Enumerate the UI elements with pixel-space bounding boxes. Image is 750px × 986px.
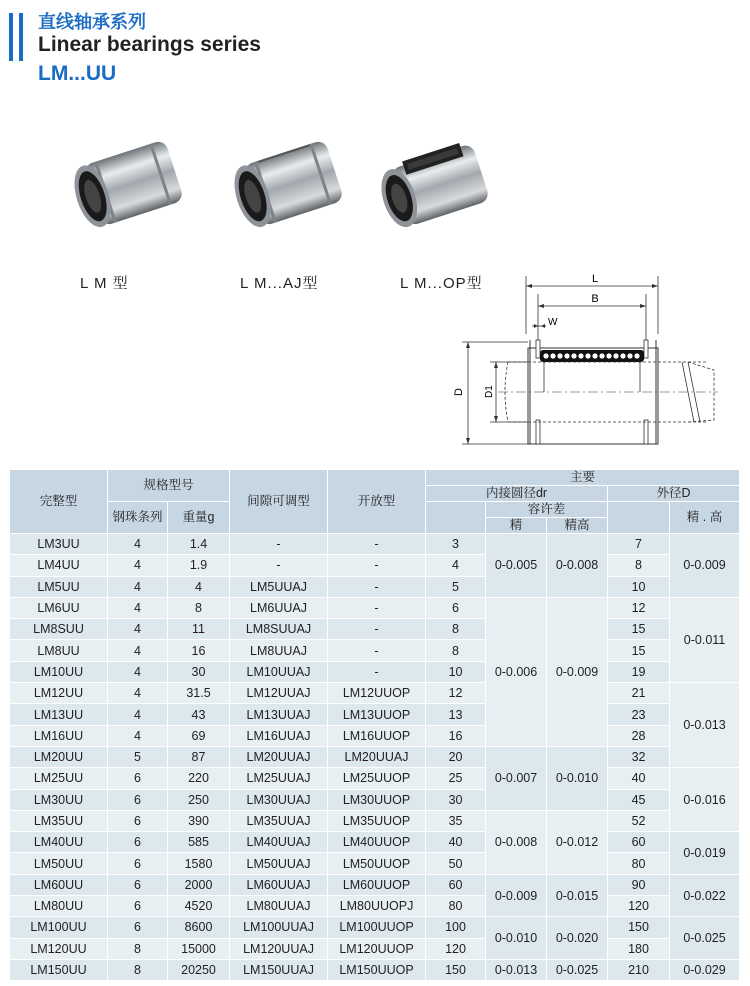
col-precise: 精 xyxy=(486,518,547,534)
page-subtitle: LM...UU xyxy=(38,62,117,85)
cell-adjustable: - xyxy=(230,555,328,576)
col-weight: 重量g xyxy=(168,502,230,534)
cell-outer-dia: 19 xyxy=(608,661,670,682)
cell-inner-dia: 16 xyxy=(426,725,486,746)
cell-open: LM60UUOP xyxy=(328,874,426,895)
spec-table-body xyxy=(10,534,740,981)
cell-weight: 20250 xyxy=(168,959,230,980)
cell-ball-rows: 6 xyxy=(108,768,168,789)
product-caption-lm-aj: L M...AJ型 xyxy=(240,275,319,292)
cell-outer-dia: 10 xyxy=(608,576,670,597)
cell-open: - xyxy=(328,597,426,618)
diagram-label-l: L xyxy=(591,273,599,285)
cell-open: LM13UUOP xyxy=(328,704,426,725)
cell-outer-dia: 28 xyxy=(608,725,670,746)
cell-inner-dia: 8 xyxy=(426,619,486,640)
cell-inner-dia: 5 xyxy=(426,576,486,597)
table-row xyxy=(10,768,740,789)
col-high: 精高 xyxy=(547,518,608,534)
cell-outer-tol: 0-0.013 xyxy=(670,683,740,768)
col-main: 主要 xyxy=(426,470,740,486)
cell-ball-rows: 4 xyxy=(108,597,168,618)
cell-inner-dia: 100 xyxy=(426,917,486,938)
cell-ball-rows: 6 xyxy=(108,810,168,831)
cell-full-model: LM35UU xyxy=(10,810,108,831)
cell-ball-rows: 4 xyxy=(108,534,168,555)
cell-weight: 43 xyxy=(168,704,230,725)
cell-ball-rows: 4 xyxy=(108,704,168,725)
cell-weight: 585 xyxy=(168,832,230,853)
cell-adjustable: LM5UUAJ xyxy=(230,576,328,597)
cell-weight: 31.5 xyxy=(168,683,230,704)
cell-inner-dia: 50 xyxy=(426,853,486,874)
table-row xyxy=(10,874,740,895)
cell-full-model: LM50UU xyxy=(10,853,108,874)
cell-outer-dia: 150 xyxy=(608,917,670,938)
header-accent-bar xyxy=(19,13,23,61)
cell-outer-tol: 0-0.011 xyxy=(670,597,740,682)
col-open: 开放型 xyxy=(328,470,426,534)
cell-adjustable: - xyxy=(230,534,328,555)
cell-ball-rows: 4 xyxy=(108,725,168,746)
diagram-label-d1: D1 xyxy=(484,385,495,398)
table-row xyxy=(10,725,740,746)
bearing-dimension-diagram xyxy=(448,270,728,448)
cell-inner-tol-high: 0-0.009 xyxy=(547,597,608,746)
table-row xyxy=(10,853,740,874)
cell-adjustable: LM20UUAJ xyxy=(230,746,328,767)
cell-weight: 390 xyxy=(168,810,230,831)
cell-inner-tol-precise: 0-0.008 xyxy=(486,810,547,874)
cell-ball-rows: 4 xyxy=(108,555,168,576)
cell-open: - xyxy=(328,534,426,555)
cell-outer-dia: 23 xyxy=(608,704,670,725)
cell-weight: 250 xyxy=(168,789,230,810)
cell-weight: 1580 xyxy=(168,853,230,874)
col-tolerance: 容许差 xyxy=(486,502,608,518)
cell-open: - xyxy=(328,619,426,640)
table-row xyxy=(10,683,740,704)
table-row xyxy=(10,576,740,597)
cell-adjustable: LM60UUAJ xyxy=(230,874,328,895)
diagram-label-w: W xyxy=(548,317,558,328)
cell-weight: 69 xyxy=(168,725,230,746)
cell-outer-dia: 12 xyxy=(608,597,670,618)
cell-inner-tol-high: 0-0.015 xyxy=(547,874,608,917)
cell-adjustable: LM50UUAJ xyxy=(230,853,328,874)
cell-weight: 30 xyxy=(168,661,230,682)
cell-outer-dia: 7 xyxy=(608,534,670,555)
cell-full-model: LM16UU xyxy=(10,725,108,746)
cell-inner-dia: 13 xyxy=(426,704,486,725)
cell-inner-dia: 35 xyxy=(426,810,486,831)
table-row xyxy=(10,704,740,725)
cell-full-model: LM10UU xyxy=(10,661,108,682)
cell-full-model: LM30UU xyxy=(10,789,108,810)
table-row xyxy=(10,789,740,810)
cell-inner-tol-precise: 0-0.007 xyxy=(486,746,547,810)
cell-ball-rows: 6 xyxy=(108,789,168,810)
cell-open: LM100UUOP xyxy=(328,917,426,938)
cell-full-model: LM12UU xyxy=(10,683,108,704)
cell-outer-dia: 8 xyxy=(608,555,670,576)
cell-ball-rows: 4 xyxy=(108,683,168,704)
cell-inner-tol-precise: 0-0.005 xyxy=(486,534,547,598)
cell-adjustable: LM8SUUAJ xyxy=(230,619,328,640)
col-spec-model: 规格型号 xyxy=(108,470,230,502)
cell-weight: 2000 xyxy=(168,874,230,895)
cell-weight: 87 xyxy=(168,746,230,767)
cell-outer-dia: 15 xyxy=(608,640,670,661)
cell-full-model: LM8UU xyxy=(10,640,108,661)
cell-adjustable: LM120UUAJ xyxy=(230,938,328,959)
table-row xyxy=(10,810,740,831)
cell-outer-dia: 40 xyxy=(608,768,670,789)
cell-open: - xyxy=(328,576,426,597)
cell-weight: 4 xyxy=(168,576,230,597)
cell-full-model: LM80UU xyxy=(10,896,108,917)
col-ball-rows: 钢珠条列 xyxy=(108,502,168,534)
cell-adjustable: LM12UUAJ xyxy=(230,683,328,704)
cell-full-model: LM6UU xyxy=(10,597,108,618)
col-full-model: 完整型 xyxy=(10,470,108,534)
cell-weight: 15000 xyxy=(168,938,230,959)
cell-inner-tol-high: 0-0.010 xyxy=(547,746,608,810)
lm-aj-bearing-image xyxy=(222,128,360,248)
cell-open: - xyxy=(328,555,426,576)
cell-adjustable: LM16UUAJ xyxy=(230,725,328,746)
table-row xyxy=(10,832,740,853)
cell-outer-dia: 180 xyxy=(608,938,670,959)
cell-full-model: LM20UU xyxy=(10,746,108,767)
cell-inner-dia: 4 xyxy=(426,555,486,576)
cell-outer-tol: 0-0.029 xyxy=(670,959,740,980)
cell-inner-tol-precise: 0-0.009 xyxy=(486,874,547,917)
cell-open: - xyxy=(328,640,426,661)
table-row xyxy=(10,938,740,959)
cell-outer-dia: 21 xyxy=(608,683,670,704)
cell-weight: 16 xyxy=(168,640,230,661)
cell-inner-tol-precise: 0-0.013 xyxy=(486,959,547,980)
cell-outer-tol: 0-0.016 xyxy=(670,768,740,832)
cell-open: LM16UUOP xyxy=(328,725,426,746)
cell-inner-tol-precise: 0-0.006 xyxy=(486,597,547,746)
table-row xyxy=(10,959,740,980)
cell-outer-tol: 0-0.025 xyxy=(670,917,740,960)
table-row xyxy=(10,896,740,917)
cell-inner-dia: 80 xyxy=(426,896,486,917)
cell-full-model: LM60UU xyxy=(10,874,108,895)
cell-outer-dia: 90 xyxy=(608,874,670,895)
cell-weight: 1.4 xyxy=(168,534,230,555)
table-row xyxy=(10,640,740,661)
cell-open: LM40UUOP xyxy=(328,832,426,853)
cell-adjustable: LM35UUAJ xyxy=(230,810,328,831)
cell-full-model: LM100UU xyxy=(10,917,108,938)
cell-adjustable: LM13UUAJ xyxy=(230,704,328,725)
cell-full-model: LM3UU xyxy=(10,534,108,555)
cell-ball-rows: 6 xyxy=(108,853,168,874)
cell-weight: 8600 xyxy=(168,917,230,938)
cell-adjustable: LM30UUAJ xyxy=(230,789,328,810)
cell-inner-tol-high: 0-0.020 xyxy=(547,917,608,960)
cell-open: - xyxy=(328,661,426,682)
cell-weight: 220 xyxy=(168,768,230,789)
cell-adjustable: LM80UUAJ xyxy=(230,896,328,917)
cell-open: LM20UUAJ xyxy=(328,746,426,767)
cell-outer-dia: 80 xyxy=(608,853,670,874)
cell-inner-dia: 30 xyxy=(426,789,486,810)
col-outer-blank xyxy=(608,502,670,534)
diagram-label-b: B xyxy=(591,293,599,305)
col-outer-dia: 外径D xyxy=(608,486,740,502)
cell-full-model: LM8SUU xyxy=(10,619,108,640)
cell-ball-rows: 4 xyxy=(108,619,168,640)
cell-outer-tol: 0-0.022 xyxy=(670,874,740,917)
cell-inner-dia: 120 xyxy=(426,938,486,959)
cell-inner-tol-high: 0-0.025 xyxy=(547,959,608,980)
cell-outer-dia: 45 xyxy=(608,789,670,810)
cell-open: LM25UUOP xyxy=(328,768,426,789)
cell-open: LM35UUOP xyxy=(328,810,426,831)
cell-full-model: LM4UU xyxy=(10,555,108,576)
cell-ball-rows: 6 xyxy=(108,874,168,895)
cell-outer-dia: 60 xyxy=(608,832,670,853)
cell-weight: 8 xyxy=(168,597,230,618)
cell-ball-rows: 6 xyxy=(108,832,168,853)
lm-op-bearing-image xyxy=(368,128,506,248)
cell-full-model: LM150UU xyxy=(10,959,108,980)
cell-open: LM12UUOP xyxy=(328,683,426,704)
table-row xyxy=(10,661,740,682)
cell-open: LM50UUOP xyxy=(328,853,426,874)
cell-inner-dia: 6 xyxy=(426,597,486,618)
cell-weight: 11 xyxy=(168,619,230,640)
cell-outer-tol: 0-0.009 xyxy=(670,534,740,598)
cell-inner-dia: 150 xyxy=(426,959,486,980)
cell-ball-rows: 6 xyxy=(108,917,168,938)
cell-ball-rows: 4 xyxy=(108,661,168,682)
product-caption-lm: L M 型 xyxy=(80,275,129,292)
page-title-en: Linear bearings series xyxy=(38,33,261,56)
cell-outer-dia: 32 xyxy=(608,746,670,767)
cell-adjustable: LM8UUAJ xyxy=(230,640,328,661)
table-row xyxy=(10,746,740,767)
col-inner-blank xyxy=(426,502,486,534)
cell-inner-dia: 20 xyxy=(426,746,486,767)
col-adjustable: 间隙可调型 xyxy=(230,470,328,534)
cell-full-model: LM5UU xyxy=(10,576,108,597)
cell-inner-dia: 10 xyxy=(426,661,486,682)
cell-outer-dia: 210 xyxy=(608,959,670,980)
lm-bearing-image xyxy=(62,128,200,248)
cell-adjustable: LM100UUAJ xyxy=(230,917,328,938)
cell-outer-dia: 52 xyxy=(608,810,670,831)
diagram-label-d: D xyxy=(453,388,465,396)
table-row xyxy=(10,917,740,938)
cell-ball-rows: 8 xyxy=(108,959,168,980)
cell-full-model: LM120UU xyxy=(10,938,108,959)
cell-inner-dia: 8 xyxy=(426,640,486,661)
cell-outer-tol: 0-0.019 xyxy=(670,832,740,875)
product-caption-lm-op: L M...OP型 xyxy=(400,275,483,292)
cell-open: LM120UUOP xyxy=(328,938,426,959)
cell-weight: 1.9 xyxy=(168,555,230,576)
header-accent-bar xyxy=(9,13,13,61)
cell-full-model: LM25UU xyxy=(10,768,108,789)
cell-adjustable: LM40UUAJ xyxy=(230,832,328,853)
cell-full-model: LM40UU xyxy=(10,832,108,853)
cell-weight: 4520 xyxy=(168,896,230,917)
col-inner-dia: 内接圆径dr xyxy=(426,486,608,502)
cell-adjustable: LM25UUAJ xyxy=(230,768,328,789)
cell-outer-dia: 120 xyxy=(608,896,670,917)
cell-ball-rows: 5 xyxy=(108,746,168,767)
cell-inner-dia: 40 xyxy=(426,832,486,853)
cell-inner-tol-precise: 0-0.010 xyxy=(486,917,547,960)
cell-open: LM30UUOP xyxy=(328,789,426,810)
cell-adjustable: LM6UUAJ xyxy=(230,597,328,618)
table-row xyxy=(10,619,740,640)
table-row xyxy=(10,534,740,555)
cell-ball-rows: 6 xyxy=(108,896,168,917)
cell-inner-dia: 60 xyxy=(426,874,486,895)
table-row xyxy=(10,555,740,576)
cell-inner-tol-high: 0-0.008 xyxy=(547,534,608,598)
cell-inner-dia: 3 xyxy=(426,534,486,555)
cell-adjustable: LM150UUAJ xyxy=(230,959,328,980)
cell-outer-dia: 15 xyxy=(608,619,670,640)
cell-ball-rows: 4 xyxy=(108,576,168,597)
table-row xyxy=(10,597,740,618)
cell-inner-dia: 12 xyxy=(426,683,486,704)
col-outer-tol: 精 . 高 xyxy=(670,502,740,534)
cell-ball-rows: 8 xyxy=(108,938,168,959)
cell-inner-tol-high: 0-0.012 xyxy=(547,810,608,874)
page-title-cn: 直线轴承系列 xyxy=(38,12,146,33)
cell-adjustable: LM10UUAJ xyxy=(230,661,328,682)
cell-ball-rows: 4 xyxy=(108,640,168,661)
cell-open: LM150UUOP xyxy=(328,959,426,980)
spec-table xyxy=(9,469,740,981)
cell-inner-dia: 25 xyxy=(426,768,486,789)
cell-full-model: LM13UU xyxy=(10,704,108,725)
cell-open: LM80UUOPJ xyxy=(328,896,426,917)
